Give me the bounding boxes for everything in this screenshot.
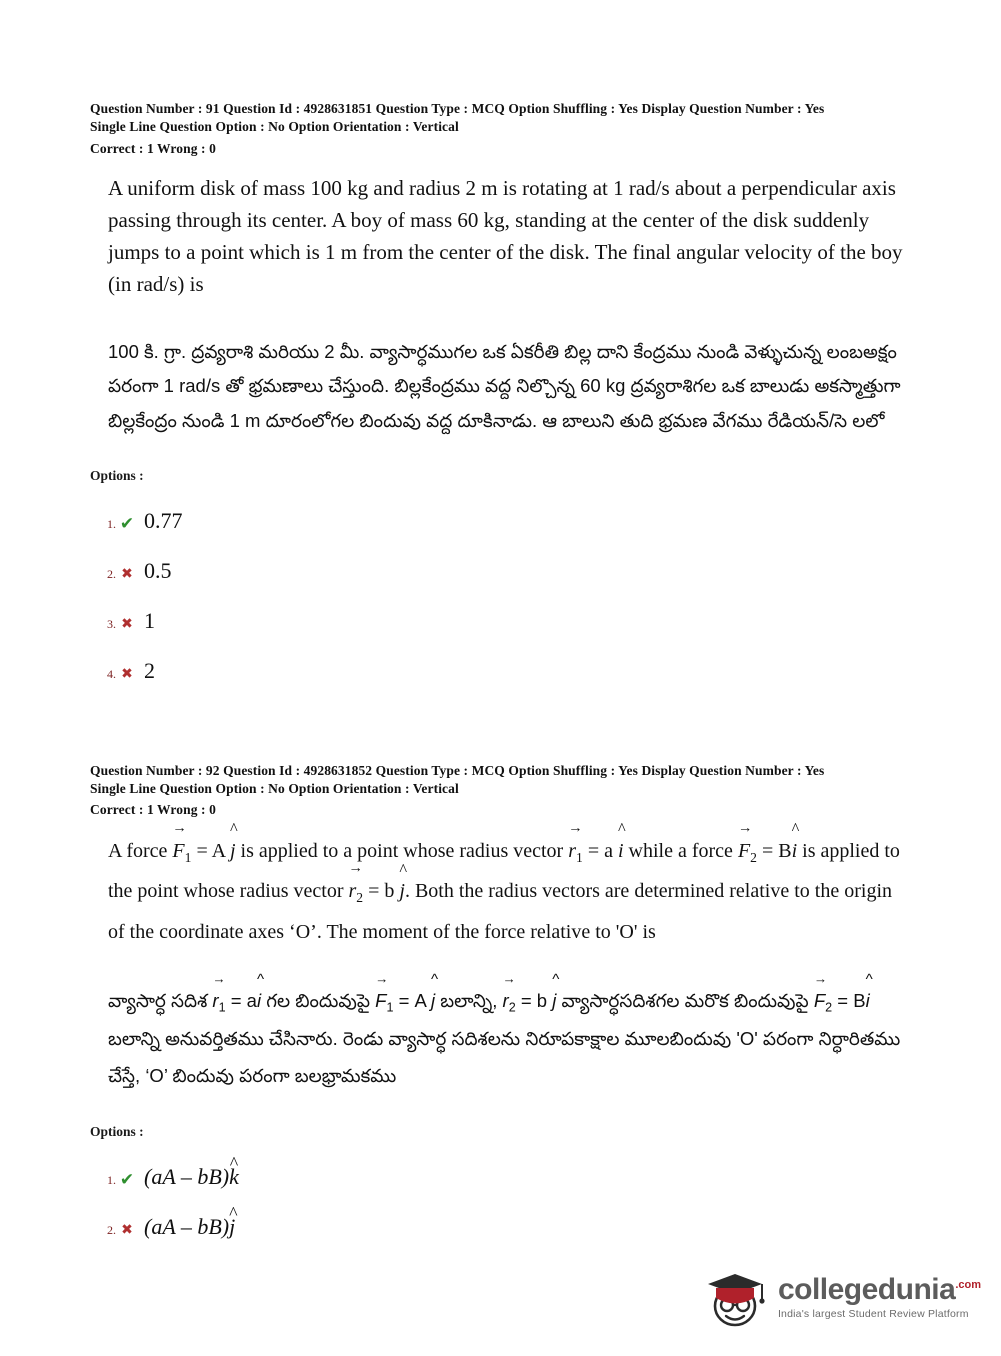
q92-te-seg4: వ్యాసార్ధసదిశగల మరొక బిందువుపై xyxy=(556,989,814,1011)
options-label-91: Options : xyxy=(90,467,144,483)
unit-vector-j: ^ j xyxy=(399,871,405,911)
vector-r1: → r xyxy=(568,831,576,871)
unit-vector-j: ^ j xyxy=(552,982,556,1019)
option-row[interactable] xyxy=(98,1160,911,1190)
logo-dotcom-text: .com xyxy=(955,1278,981,1291)
option-row[interactable] xyxy=(98,504,911,534)
option-number: 3. xyxy=(107,616,116,631)
question-block-92 xyxy=(90,762,911,1241)
unit-vector-j: ^ j xyxy=(230,831,236,871)
q92-en-eq2: = a xyxy=(582,840,618,863)
vector-F1: → F xyxy=(172,831,184,871)
sub-2: 2 xyxy=(750,850,757,866)
q92-te-eq4: = B xyxy=(832,989,866,1011)
vector-r2: → r xyxy=(503,982,509,1019)
logo-name-text: collegedunia xyxy=(777,1272,956,1306)
option-text: 1 xyxy=(144,607,155,633)
q92-te-seg3: బలాన్ని, xyxy=(435,989,503,1011)
q92-en-eq3: = B xyxy=(756,840,792,863)
sub-1: 1 xyxy=(184,850,192,866)
question-meta-line2: Single Line Question Option : No Option Orientation : Vertical xyxy=(90,118,459,134)
q92-en-seg4: is applied to the point whose radius vector xyxy=(108,840,900,903)
question-meta-91 xyxy=(90,100,911,157)
question-text-telugu-92 xyxy=(108,982,911,1095)
unit-vector-i: ^ i xyxy=(792,831,798,871)
graduate-avatar-icon xyxy=(702,1266,768,1328)
question-meta-92 xyxy=(90,762,911,819)
unit-vector-i: ^ i xyxy=(618,831,624,871)
question-meta-line2: Single Line Question Option : No Option Orientation : Vertical xyxy=(90,780,459,796)
q92-te-seg2: గల బిందువుపై xyxy=(261,989,376,1011)
question-meta-line3: Correct : 1 Wrong : 0 xyxy=(90,802,216,818)
question-block-91 xyxy=(90,100,911,684)
option-row[interactable] xyxy=(98,1210,911,1240)
q92-en-seg6: ’. The moment of the force relative to ' xyxy=(310,920,620,943)
unit-vector-k: ^ k xyxy=(229,1164,239,1190)
q92-te-seg1: వ్యాసార్ధ సదిశ xyxy=(108,989,213,1011)
option-text: 0.5 xyxy=(144,557,172,583)
q92-en-seg3: while a force xyxy=(623,840,738,863)
vector-F2: → F xyxy=(814,982,825,1019)
correct-check-icon: ✔ xyxy=(119,1170,135,1190)
option-row[interactable] xyxy=(98,654,911,684)
logo-tagline: India's largest Student Review Platform xyxy=(777,1307,969,1320)
sub-2: 2 xyxy=(356,890,364,906)
option-number: 1. xyxy=(107,516,116,531)
sub-1: 1 xyxy=(386,1000,394,1015)
question-meta-line1: Question Number : 91 Question Id : 4928631851 Question Type : MCQ Option Shuffling : Yes Display Question Number : Yes xyxy=(90,101,825,116)
option-text xyxy=(138,1214,235,1240)
question-meta-line1: Question Number : 92 Question Id : 4928631852 Question Type : MCQ Option Shuffling : Yes Display Question Number : Yes xyxy=(90,762,825,778)
q92-en-seg1: A force xyxy=(108,840,173,863)
question-meta-line3: Correct : 1 Wrong : 0 xyxy=(90,140,216,156)
logo-wordmark xyxy=(777,1272,981,1306)
option-expr: (aA – bB) xyxy=(144,1164,230,1190)
origin-label-O: O xyxy=(619,920,634,943)
option-row[interactable] xyxy=(98,554,911,584)
option-number: 2. xyxy=(107,566,116,581)
unit-vector-j: ^ j xyxy=(229,1214,235,1240)
wrong-cross-icon: ✖ xyxy=(121,616,133,632)
unit-vector-j: ^ j xyxy=(431,982,435,1019)
vector-r1: → r xyxy=(212,982,218,1019)
unit-vector-i: ^ i xyxy=(866,982,870,1019)
wrong-cross-icon: ✖ xyxy=(121,566,133,582)
option-number: 4. xyxy=(107,666,116,681)
logo-text xyxy=(777,1272,981,1320)
q92-te-seg5: బలాన్ని అనువర్తితము చేసినారు. రెండు వ్యాసార్ధ సదిశలను నిరూపకాక్షాల మూలబిందువు 'O' పరంగా నిర్ధారితము చేస్తే, ‘O’ బిందువు పరంగా బలభ్రామకము xyxy=(108,1028,901,1087)
question-text-english-91: A uniform disk of mass 100 kg and radius 2 m is rotating at 1 rad/s about a perpendicular axis passing through its center. A boy of mass 60 kg, standing at the center of the disk suddenly jumps to a point which is 1 m from the center of the disk. The final angular velocity of the boy (in rad/s) is xyxy=(108,176,903,297)
question-text-telugu-91: 100 కి. గ్రా. ద్రవ్యరాశి మరియు 2 మీ. వ్యాసార్ధముగల ఒక ఏకరీతి బిల్ల దాని కేంద్రము నుండి వెళ్ళుచున్న లంబఅక్షం పరంగా 1 rad/s తో భ్రమణాలు చేస్తుంది. బిల్లకేంద్రము వద్ద నిల్చొన్న 60 kg ద్రవ్యరాశిగల ఒక బాలుడు అకస్మాత్తుగా బిల్లకేంద్రం నుండి 1 m దూరంలోగల బిందువు వద్ద దూకినాడు. ఆ బాలుని తుది భ్రమణ వేగము రేడియన్/సె లలో xyxy=(108,341,901,431)
wrong-cross-icon: ✖ xyxy=(121,666,133,682)
option-text: 0.77 xyxy=(144,507,183,533)
option-text xyxy=(138,1164,239,1190)
q92-en-eq4: = b xyxy=(363,880,400,903)
q92-te-eq2: = A xyxy=(393,989,431,1011)
vector-r2: → r xyxy=(349,871,357,911)
sub-1: 1 xyxy=(218,1000,226,1015)
q92-te-eq3: = b xyxy=(515,989,553,1011)
option-text: 2 xyxy=(144,657,155,683)
options-label-92: Options : xyxy=(90,1124,144,1140)
option-expr: (aA – bB) xyxy=(144,1214,230,1240)
sub-2: 2 xyxy=(508,1000,516,1015)
unit-vector-i: ^ i xyxy=(257,982,261,1019)
correct-check-icon: ✔ xyxy=(119,513,135,533)
question-text-english-92 xyxy=(108,831,911,951)
option-row[interactable] xyxy=(98,604,911,634)
q92-te-eq1: = a xyxy=(225,989,257,1011)
collegedunia-logo xyxy=(702,1266,981,1328)
vector-F1: → F xyxy=(375,982,386,1019)
q92-en-seg5: . Both the radius vectors are determined relative to the origin of the coordinate axes ‘ xyxy=(108,880,892,943)
sub-1: 1 xyxy=(576,850,583,866)
origin-label-O: O xyxy=(295,920,311,943)
option-number: 1. xyxy=(107,1173,116,1188)
q92-en-seg2: is applied to a point whose radius vector xyxy=(235,840,569,863)
q92-en-seg7: ' is xyxy=(633,920,656,943)
sub-2: 2 xyxy=(825,1000,833,1015)
vector-F2: → F xyxy=(738,831,750,871)
option-number: 2. xyxy=(107,1223,116,1238)
wrong-cross-icon: ✖ xyxy=(121,1223,133,1239)
q92-en-eq1: = A xyxy=(191,840,230,863)
